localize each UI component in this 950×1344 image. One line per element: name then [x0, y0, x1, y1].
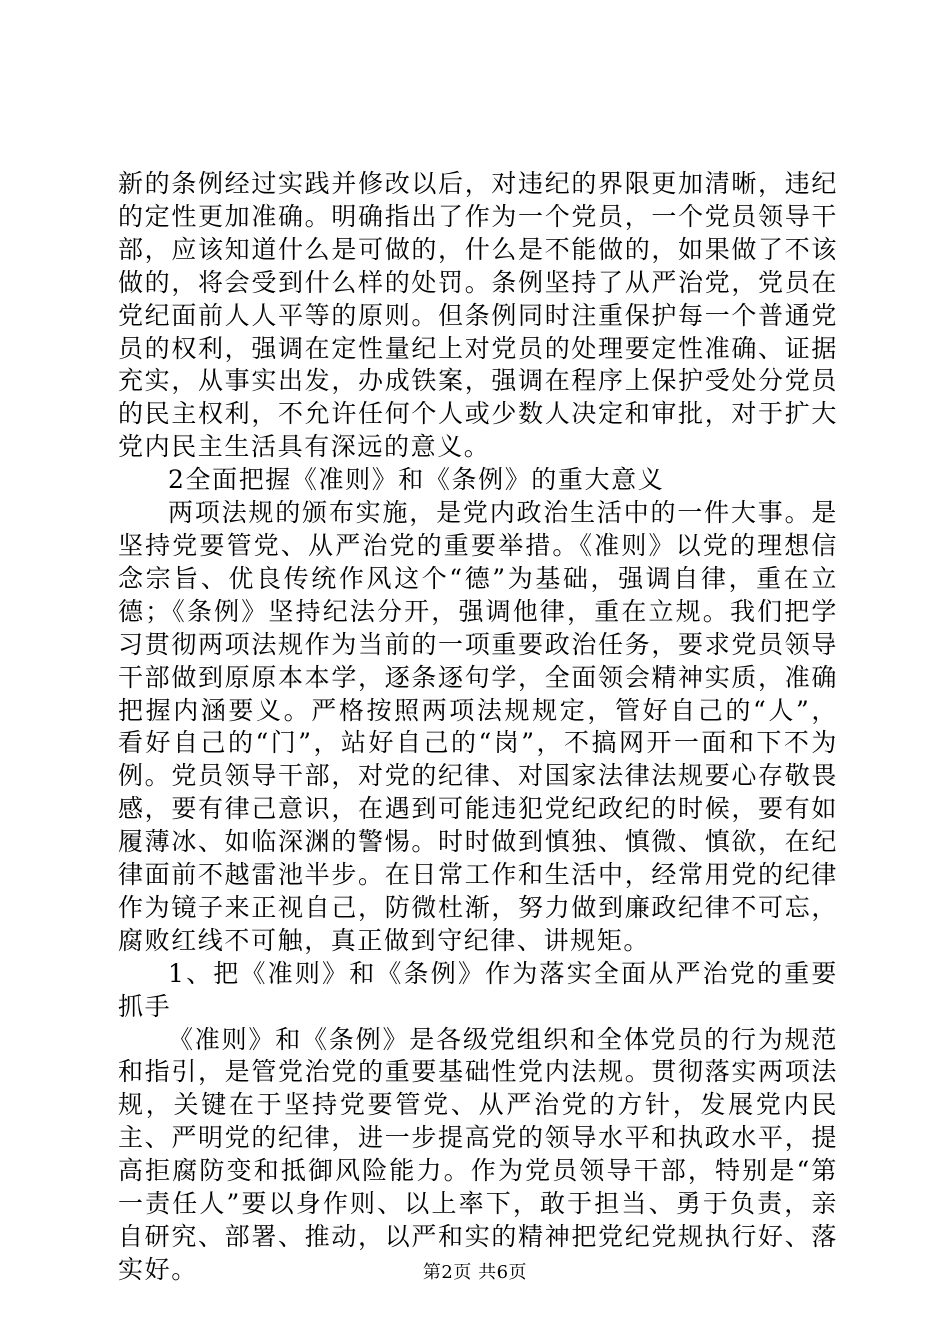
page-number: 第2页 共6页 [422, 1262, 528, 1283]
paragraph-implementation: 《准则》和《条例》是各级党组织和全体党员的行为规范和指引，是管党治党的重要基础性党内法规。贯彻落实两项法规，关键在于坚持党要管党、从严治党的方针，发展党内民主、严明党的纪律，进一步提高党的领导水平和执政水平，提高拒腐防变和抵御风险能力。作为党员领导干部，特别是“第一责任人”要以身作则、以上率下，敢于担当、勇于负责，亲自研究、部署、推动，以严和实的精神把党纪党规执行好、落实好。 [118, 1024, 838, 1284]
section-heading-2: 2全面把握《准则》和《条例》的重大意义 [168, 465, 665, 495]
paragraph-continued: 新的条例经过实践并修改以后，对违纪的界限更加清晰，违纪的定性更加准确。明确指出了作为一个党员，一个党员领导干部，应该知道什么是可做的，什么是不能做的，如果做了不该做的，将会受到什么样的处罚。条例坚持了从严治党，党员在党纪面前人人平等的原则。但条例同时注重保护每一个普通党员的权利，强调在定性量纪上对党员的处理要定性准确、证据充实，从事实出发，办成铁案，强调在程序上保护受处分党员的民主权利，不允许任何个人或少数人决定和审批，对于扩大党内民主生活具有深远的意义。 [118, 169, 838, 462]
section-heading-1: 1、把《准则》和《条例》作为落实全面从严治党的重要抓手 [118, 958, 838, 1021]
document-body [118, 168, 838, 1287]
paragraph-significance: 两项法规的颁布实施，是党内政治生活中的一件大事。是坚持党要管党、从严治党的重要举措。《准则》以党的理想信念宗旨、优良传统作风这个“德”为基础，强调自律，重在立德；《条例》坚持纪法分开，强调他律，重在立规。我们把学习贯彻两项法规作为当前的一项重要政治任务，要求党员领导干部做到原原本本学，逐条逐句学，全面领会精神实质，准确把握内涵要义。严格按照两项法规规定，管好自己的“人”，看好自己的“门”，站好自己的“岗”，不搞网开一面和下不为例。党员领导干部，对党的纪律、对国家法律法规要心存敬畏感，要有律己意识，在遇到可能违犯党纪政纪的时候，要有如履薄冰、如临深渊的警惕。时时做到慎独、慎微、慎欲，在纪律面前不越雷池半步。在日常工作和生活中，经常用党的纪律作为镜子来正视自己，防微杜渐，努力做到廉政纪律不可忘，腐败红线不可触，真正做到守纪律、讲规矩。 [118, 498, 838, 955]
